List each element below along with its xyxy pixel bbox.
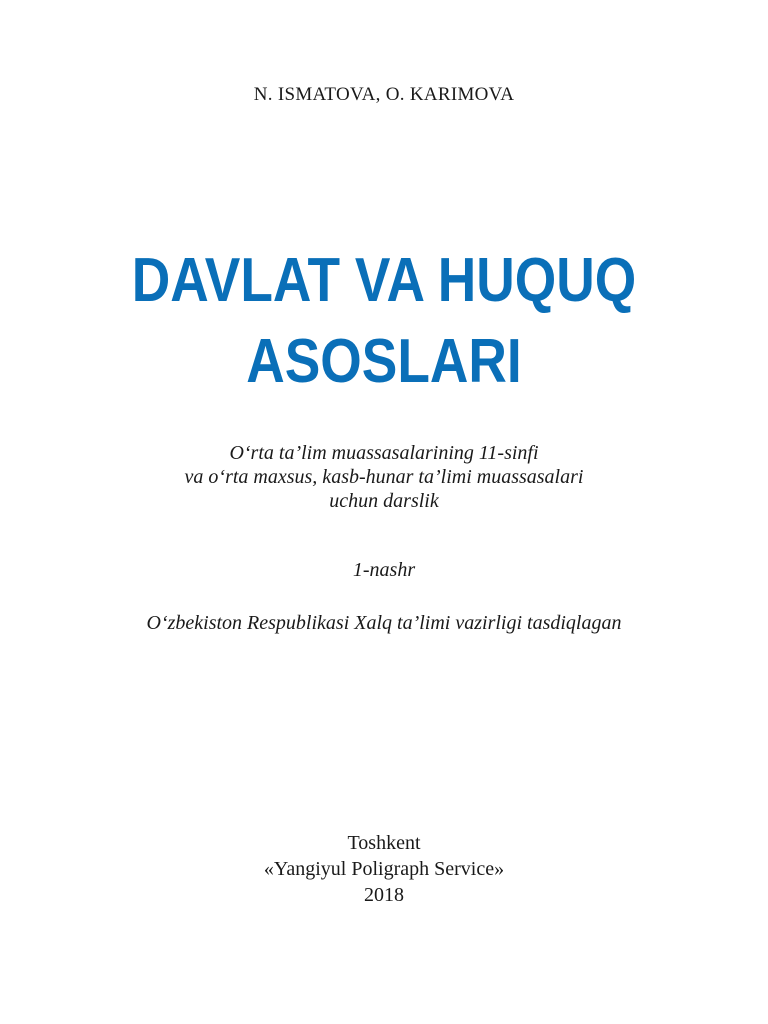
subtitle-line-2: va o‘rta maxsus, kasb-hunar ta’limi muassasalari <box>184 466 584 488</box>
authors: N. ISMATOVA, O. KARIMOVA <box>253 84 515 105</box>
approval-statement: O‘zbekiston Respublikasi Xalq ta’limi vazirligi tasdiqlagan <box>146 612 622 634</box>
title-line-1: DAVLAT VA HUQUQ <box>131 246 637 315</box>
edition: 1-nashr <box>352 559 416 581</box>
subtitle-line-3: uchun darslik <box>329 490 439 512</box>
imprint-city: Toshkent <box>347 832 421 854</box>
subtitle-line-1: O‘rta ta’lim muassasalarining 11-sinfi <box>229 442 539 464</box>
imprint-publisher: «Yangiyul Poligraph Service» <box>263 858 505 880</box>
subtitle <box>0 441 768 513</box>
imprint-year: 2018 <box>364 884 404 906</box>
title-line-2: ASOSLARI <box>246 327 522 396</box>
imprint <box>0 830 768 908</box>
